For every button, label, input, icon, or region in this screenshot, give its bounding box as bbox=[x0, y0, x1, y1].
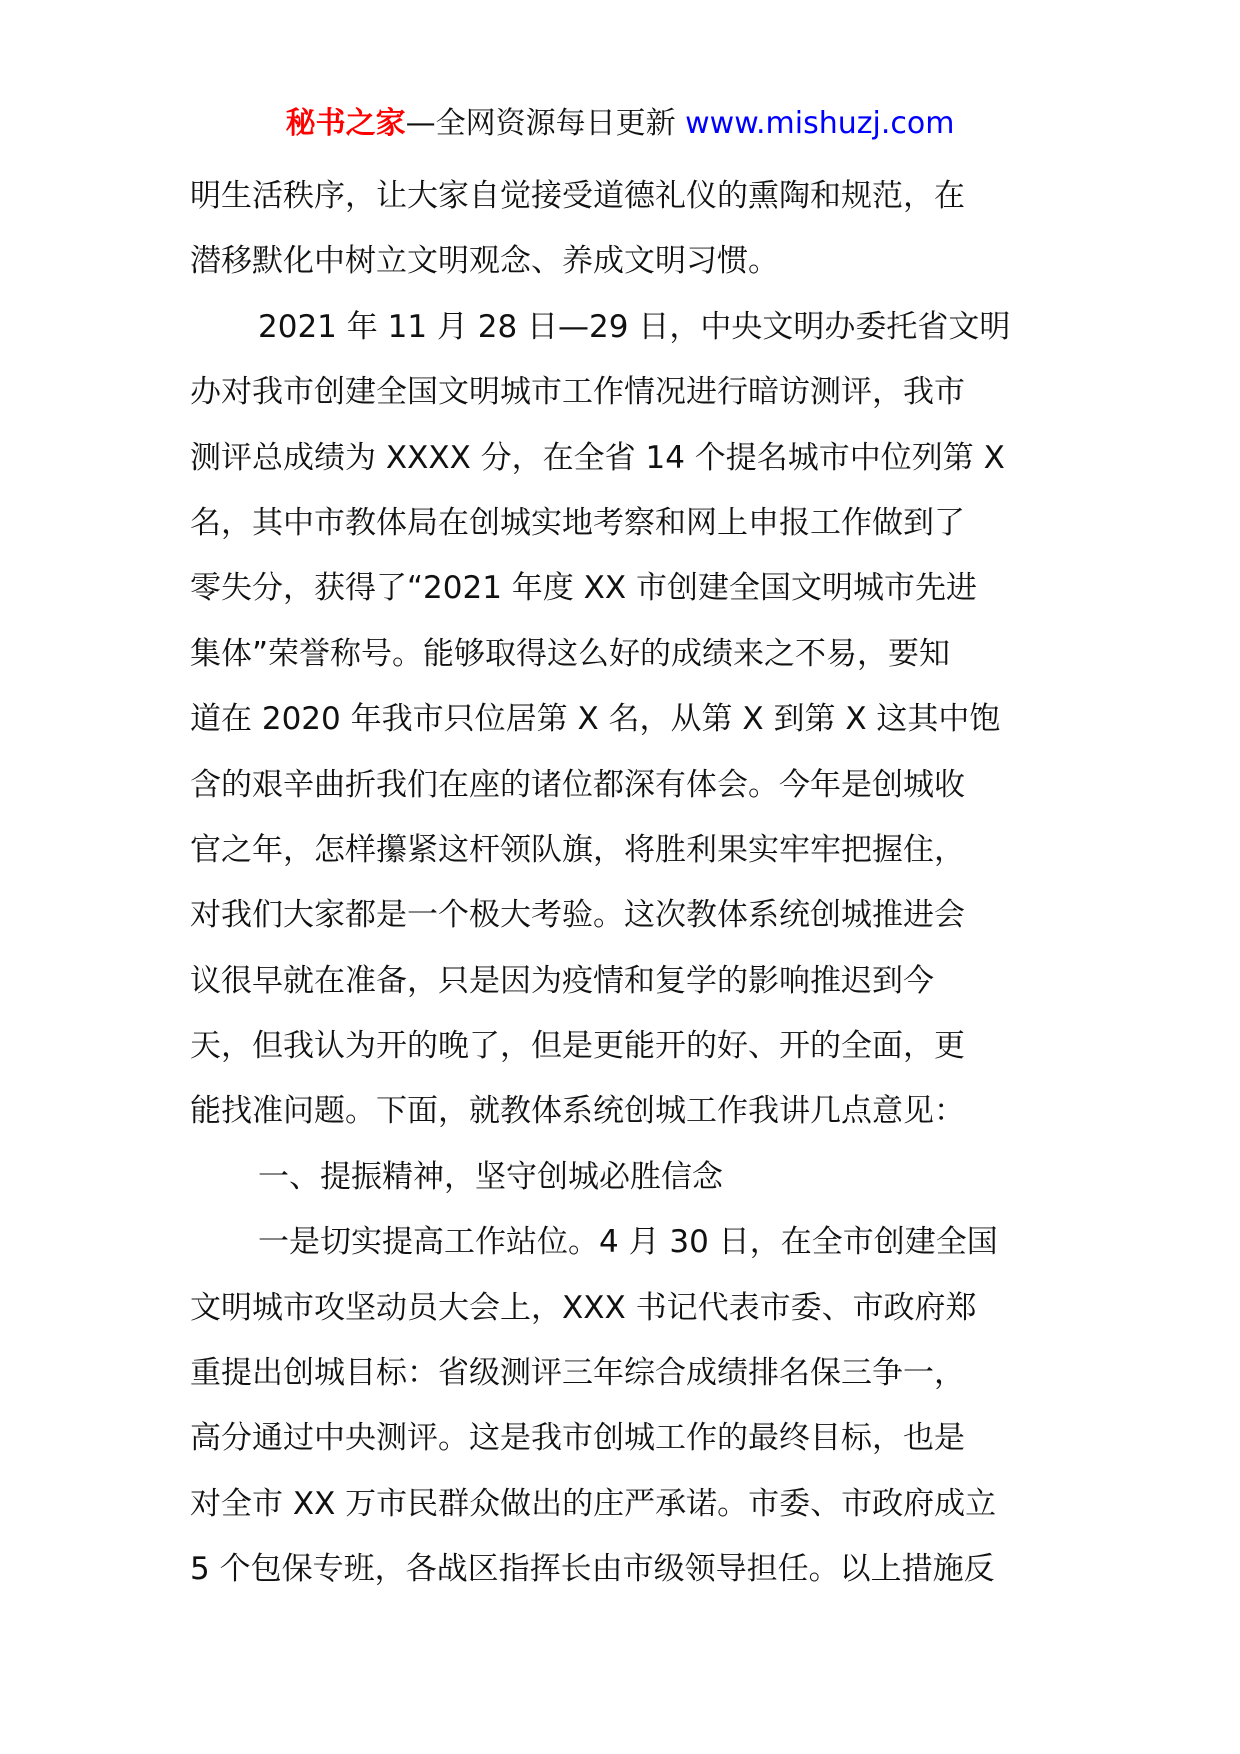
text-line: 对我们大家都是一个极大考验。这次教体系统创城推进会 bbox=[190, 897, 965, 934]
text-line: 能找准问题。下面，就教体系统创城工作我讲几点意见： bbox=[190, 1093, 965, 1130]
document-body bbox=[190, 164, 1070, 1603]
paragraph-start-line: 一是切实提高工作站位。4 月 30 日，在全市创建全国 bbox=[258, 1224, 998, 1261]
paragraph-start-line: 2021 年 11 月 28 日—29 日，中央文明办委托省文明 bbox=[258, 308, 1011, 345]
site-url[interactable]: www.mishuzj.com bbox=[685, 106, 955, 141]
text-line: 重提出创城目标：省级测评三年综合成绩排名保三争一， bbox=[190, 1355, 965, 1392]
text-line: 含的艰辛曲折我们在座的诸位都深有体会。今年是创城收 bbox=[190, 766, 965, 803]
brand-name: 秘书之家 bbox=[285, 106, 406, 141]
text-line: 高分通过中央测评。这是我市创城工作的最终目标，也是 bbox=[190, 1420, 965, 1457]
text-line: 明生活秩序，让大家自觉接受道德礼仪的熏陶和规范，在 bbox=[190, 178, 965, 214]
text-line: 潜移默化中树立文明观念、养成文明习惯。 bbox=[190, 243, 779, 280]
text-line: 5 个包保专班，各战区指挥长由市级领导担任。以上措施反 bbox=[190, 1551, 995, 1588]
text-line: 官之年，怎样攥紧这杆领队旗，将胜利果实牢牢把握住， bbox=[190, 831, 965, 868]
text-line: 天，但我认为开的晚了，但是更能开的好、开的全面，更 bbox=[190, 1028, 965, 1065]
text-line: 办对我市创建全国文明城市工作情况进行暗访测评，我市 bbox=[190, 374, 965, 411]
text-line: 文明城市攻坚动员大会上，XXX 书记代表市委、市政府郑 bbox=[190, 1289, 977, 1326]
text-line: 名，其中市教体局在创城实地考察和网上申报工作做到了 bbox=[190, 504, 965, 541]
text-line: 对全市 XX 万市民群众做出的庄严承诺。市委、市政府成立 bbox=[190, 1485, 997, 1522]
text-line: 道在 2020 年我市只位居第 X 名，从第 X 到第 X 这其中饱 bbox=[190, 701, 1001, 738]
text-line: 集体”荣誉称号。能够取得这么好的成绩来之不易，要知 bbox=[190, 635, 951, 672]
site-header bbox=[0, 104, 1240, 144]
header-tagline: —全网资源每日更新 bbox=[405, 106, 686, 141]
text-line: 测评总成绩为 XXXX 分，在全省 14 个提名城市中位列第 X bbox=[190, 439, 1005, 476]
text-line: 零失分，获得了“2021 年度 XX 市创建全国文明城市先进 bbox=[190, 570, 977, 607]
section-heading: 一、提振精神，坚守创城必胜信念 bbox=[258, 1158, 723, 1195]
text-line: 议很早就在准备，只是因为疫情和复学的影响推迟到今 bbox=[190, 962, 934, 999]
